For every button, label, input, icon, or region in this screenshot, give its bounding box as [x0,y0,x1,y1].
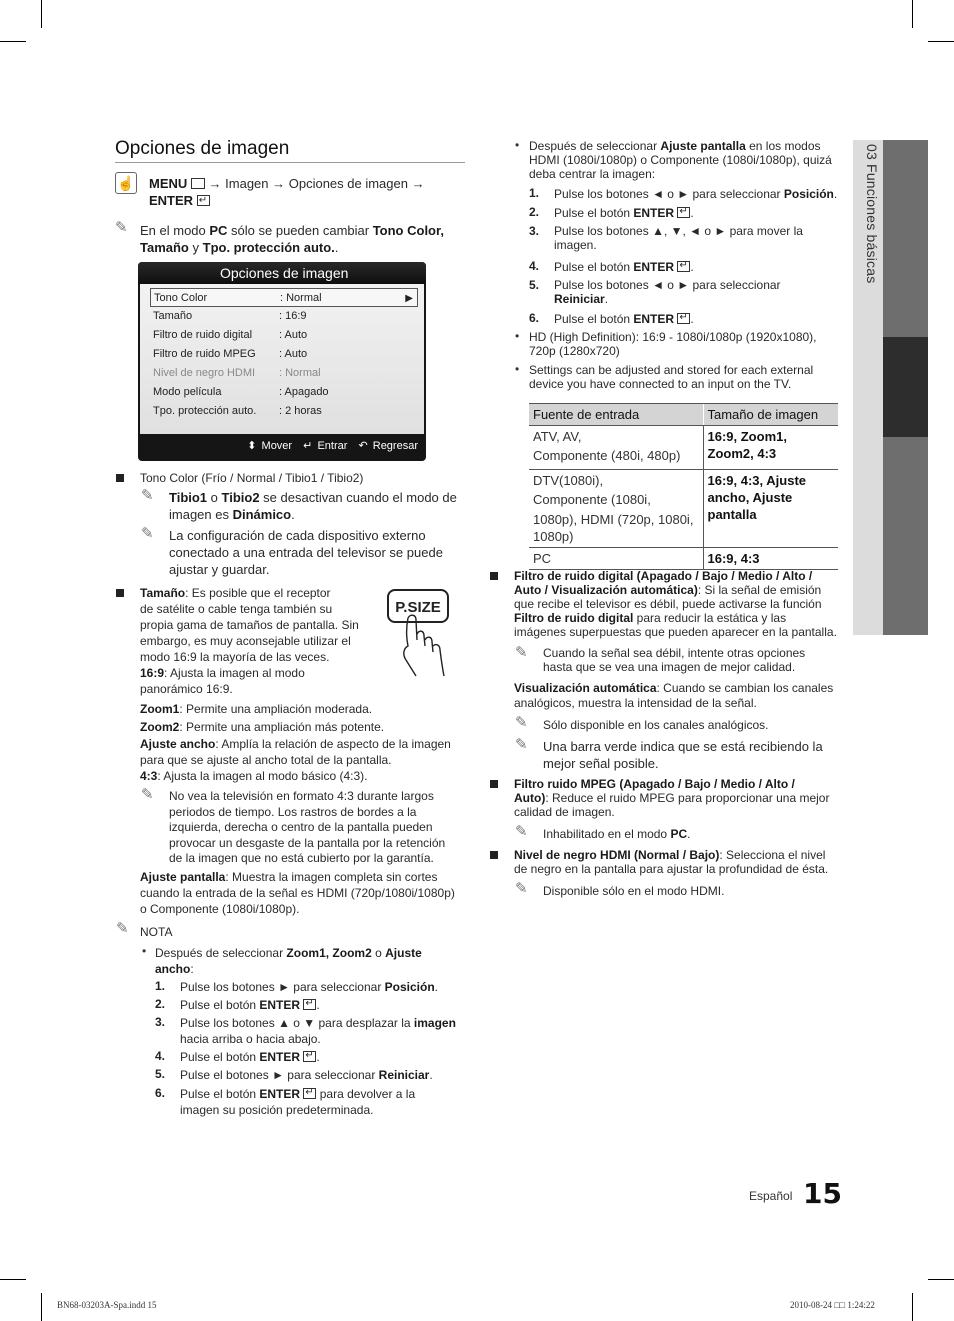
text: Pulse el botones ► para seleccionar [180,1068,379,1082]
table-cell [703,426,838,470]
mpeg-note [543,826,690,842]
nota-label: NOTA [140,925,173,939]
step-bold: ENTER [633,260,675,274]
pc-note [140,222,470,256]
note-icon: ✎ [141,786,154,803]
text: Pulse el botón [554,206,634,220]
note-icon: ✎ [116,920,129,937]
pc-label: PC [670,827,688,841]
step-bold: ENTER [259,1050,301,1064]
hd-bullet [529,330,844,358]
osd-back-label: Regresar [372,440,418,452]
text: Después de seleccionar [155,946,287,960]
page-title: Opciones de imagen [115,138,290,159]
text: 16:9, 4:3 [707,551,760,566]
osd-row-label: Tamaño [153,310,193,322]
crop-mark [912,1293,913,1321]
text: o Componente (1080i/1080p). [140,902,300,916]
text: deba centrar la imagen: [529,167,656,181]
pc-note-tono: Tono Color, [372,223,444,238]
text: 1080p), HDMI (720p, 1080i, [533,512,694,527]
text: Una barra verde indica que se está recibiendo la [543,739,823,754]
step-bold: Posición [783,187,834,201]
step-bold: ENTER [633,312,675,326]
osd-row-label: Tpo. protección auto. [153,405,257,417]
pc-note-tamano: Tamaño [140,240,189,255]
osd-row-tono-color[interactable] [150,288,418,307]
bullet-dot: • [515,329,520,343]
crop-mark [928,1279,954,1280]
osd-row-tamano[interactable] [150,307,418,326]
filtro-digital-note [543,646,843,674]
crop-mark [0,1279,26,1280]
text: Pulse el botón [554,260,634,274]
note-icon: ✎ [115,219,128,236]
text: : Es posible que el receptor [185,586,331,600]
crop-mark [41,1293,42,1321]
text: No vea la televisión en formato 4:3 durante largos [169,789,434,803]
text: HD (High Definition): 16:9 - 1080i/1080p (1920x1080), [529,330,817,344]
text: Componente (480i, 480p) [533,448,681,463]
settings-bullet [529,363,844,391]
ancho-label: ancho [155,962,191,976]
step-number: 3. [155,1015,166,1029]
dinamico-label: Dinámico [232,507,292,522]
text: : Ajusta la imagen al modo [164,666,305,680]
text: cuando la entrada de la señal es HDMI (720p/1080i/1080p) [140,886,455,900]
ajuste-label: Ajuste [385,946,422,960]
text: pantalla [707,507,757,522]
mpeg-heading: Filtro ruido MPEG (Apagado / Bajo / Medio / Alto / [514,777,795,791]
osd-row-value: : Normal [279,367,321,379]
print-date-slug: 2010-08-24 □□ 1:24:22 [790,1300,875,1310]
text: Zoom2, 4:3 [707,446,777,461]
text: ancho, Ajuste [707,490,793,505]
text: de la imagen que no está cubierto por la garantía. [169,851,434,865]
osd-row-value: : 16:9 [279,310,307,322]
text: Pulse los botones ◄ o ► para seleccionar [554,187,784,201]
text: : Muestra la imagen completa sin cortes [225,870,438,884]
pc-note-text: . [334,240,339,255]
text: panorámico 16:9. [140,682,233,696]
text: : Permite una ampliación moderada. [179,702,373,716]
text: : Permite una ampliación más potente. [179,720,385,734]
osd-body [140,284,424,434]
step-number: 4. [155,1049,166,1063]
note-icon: ✎ [515,880,528,897]
step-bold: imagen [413,1016,456,1030]
f43-note [169,789,469,867]
print-file-slug: BN68-03203A-Spa.indd 15 [57,1300,157,1310]
updown-icon: ⬍ [247,440,257,452]
step-bold: Reiniciar [378,1068,430,1082]
text: en los modos [745,139,821,153]
hdmi-heading: Nivel de negro HDMI (Normal / Bajo) [514,848,720,862]
osd-row-value: : Normal [280,292,322,304]
zoom-label: Zoom1, Zoom2 [286,946,372,960]
page-number: 15 [803,1177,842,1210]
tibio2-label: Tibio2 [221,490,260,505]
ajuste-ancho [140,736,470,784]
chapter-tab-block [883,437,928,635]
table-cell [703,548,838,570]
vis-note-2 [543,738,843,772]
enter-icon [303,1051,316,1062]
step-number: 5. [155,1067,166,1081]
chapter-tab-block-active [883,337,928,437]
step-number: 3. [529,224,540,238]
pc-note-text: En el modo [140,223,210,238]
filtro-digital-label: Filtro de ruido digital [514,611,634,625]
table-cell [529,426,703,470]
text: device you have connected to an input on the TV. [529,377,792,391]
source-size-table [529,403,838,570]
text: embargo, es muy aconsejable utilizar el [140,634,351,648]
hand-menu-icon: ☝ [115,172,137,194]
pc-note-text: y [188,240,203,255]
menu-label: MENU [149,176,188,191]
crop-mark [0,41,26,42]
step-text [180,1015,470,1047]
table-cell [703,470,838,548]
enter-icon [197,195,210,206]
osd-row-value: : Auto [279,348,308,360]
osd-row-label: Filtro de ruido MPEG [153,348,256,360]
text: o [207,490,222,505]
step-number: 6. [155,1086,166,1100]
osd-row-tpo-proteccion[interactable] [150,402,418,421]
note-icon: ✎ [141,525,154,542]
step-text [554,224,844,252]
return-icon: ↶ [358,440,368,452]
crop-mark [928,41,954,42]
text: . [690,260,694,274]
text: que recibe el televisor es débil, puede activarse la función [514,597,822,611]
text: mejor señal posible. [543,756,659,771]
ajuste-pantalla [140,869,470,917]
text: Pulse los botones ◄ o ► para seleccionar [554,278,781,292]
enter-icon [677,207,690,218]
table-header: Tamaño de imagen [703,404,838,426]
osd-enter-label: Entrar [317,440,348,452]
enter-label: ENTER [149,193,194,208]
step-number: 5. [529,278,540,292]
text: Pulse el botón [180,1050,260,1064]
text: imagen es [169,507,233,522]
step-text [180,1067,433,1083]
ajuste-pantalla-bullet [529,139,844,181]
text: : Ajusta la imagen al modo básico (4:3). [157,769,368,783]
text: Pulse el botón [180,1087,260,1101]
nota-bullet [155,945,465,977]
osd-row-label: Nivel de negro HDMI [153,367,256,379]
visualizacion-label: Visualización automática [514,681,657,695]
text: : Reduce el ruido MPEG para proporcionar una mejor [545,791,830,805]
step-number: 2. [529,205,540,219]
crop-mark [41,0,42,28]
text: o [371,946,386,960]
osd-row-filtro-mpeg[interactable] [150,345,418,364]
text: Componente (1080i, [533,492,651,507]
zoom1-label: Zoom1 [140,702,180,716]
psize-button-illustration [386,588,452,678]
text: : Selecciona el nivel [719,848,826,862]
menu-path-text: → Imagen → Opciones de imagen → [208,176,425,191]
tamano-label: Tamaño [140,586,186,600]
text: . [833,187,838,201]
text: para reducir la estática y las [633,611,787,625]
menu-path [149,175,459,209]
bullet-dot: • [515,138,520,152]
note-icon: ✎ [141,487,154,504]
step-text [180,1086,470,1118]
bullet-square [116,474,124,482]
text: analógicos, muestra la intensidad de la señal. [514,696,757,710]
vis-note-1: Sólo disponible en los canales analógicos. [543,718,769,732]
text: 720p (1280x720) [529,344,620,358]
osd-move-label: Mover [261,440,293,452]
zoom2-label: Zoom2 [140,720,180,734]
text: izquierda, derecha o centro de la pantalla pueden [169,820,433,834]
psize-label: P.SIZE [395,599,441,616]
osd-row-label: Tono Color [154,292,208,304]
pc-note-pc: PC [209,223,228,238]
step-text [554,311,694,327]
osd-menu [138,262,426,461]
step-text [180,997,320,1013]
text: Cuando la señal sea débil, intente otras opciones [543,646,806,660]
bullet-square [116,589,124,597]
text: : [190,962,194,976]
text: para devolver a la [316,1087,416,1101]
bullet-dot: • [142,944,147,958]
note-icon: ✎ [515,736,528,753]
text: para que se ajuste al ancho total de la pantalla. [140,753,392,767]
osd-title: Opciones de imagen [138,262,426,284]
text: Pulse los botones ► para seleccionar [180,980,385,994]
text: : Cuando se cambian los canales [656,681,834,695]
step-number: 6. [529,311,540,325]
step-text [554,186,837,202]
text: Pulse los botones ▲, ▼, ◄ o ► para mover la [554,224,803,238]
step-text [180,1049,320,1065]
text: se desactivan cuando el modo de [259,490,457,505]
text: Inhabilitado en el modo [543,827,671,841]
hdmi-paragraph [514,848,844,876]
text: imágenes superpuestas que pueden aparecer en la pantalla. [514,625,837,639]
pc-note-text: sólo se pueden cambiar [227,223,373,238]
table-header-row [529,404,838,426]
text: . [690,206,694,220]
table-row [529,426,838,470]
note-icon: ✎ [515,823,528,840]
osd-footer [239,439,418,452]
text: hasta que se vea una imagen de mejor calidad. [543,660,796,674]
text: . [434,980,439,994]
bullet-square [490,780,498,788]
text: . [316,998,320,1012]
title-divider [115,162,465,163]
tono-note-2 [169,527,469,578]
text: ATV, AV, [533,429,582,444]
bullet-square [490,851,498,859]
text: conectado a una entrada del televisor se puede [169,545,443,560]
tibio1-label: Tibio1 [169,490,208,505]
text: Pulse el botón [554,312,634,326]
table-cell [529,548,703,570]
table-row [529,470,838,548]
step-bold: ENTER [259,1087,301,1101]
text: Después de seleccionar [529,139,661,153]
text: . [291,507,295,522]
text: imagen su posición predeterminada. [180,1103,374,1117]
ajuste-ancho-label: Ajuste ancho [140,737,216,751]
text: : Si la señal de emisión [697,583,822,597]
step-bold: ENTER [633,206,675,220]
osd-row-value: : Apagado [279,386,329,398]
text: 16:9, 4:3, Ajuste [707,473,807,488]
osd-row-nivel-negro [150,364,418,383]
f43-label: 4:3 [140,769,158,783]
mpeg-paragraph [514,777,844,819]
osd-row-filtro-digital[interactable] [150,326,418,345]
step-number: 2. [155,997,166,1011]
text: de negro en la pantalla para ajustar la profundidad de ésta. [514,862,829,876]
text: de satélite o cable tenga también su [140,602,333,616]
enter-icon [303,1088,316,1099]
text: La configuración de cada dispositivo externo [169,528,426,543]
bullet-dot: • [515,362,520,376]
step-number: 1. [529,186,540,200]
text: modo 16:9 la mayoría de las veces. [140,650,330,664]
note-icon: ✎ [515,644,528,661]
step-bold: ENTER [259,998,301,1012]
ajuste-pantalla-label: Ajuste pantalla [660,139,746,153]
mpeg-heading: Auto) [514,791,546,805]
tono-heading: Tono Color (Frío / Normal / Tibio1 / Tibio2) [140,471,364,485]
hdmi-note: Disponible sólo en el modo HDMI. [543,884,725,898]
text: . [429,1068,433,1082]
enter-icon [677,313,690,324]
osd-row-label: Modo película [153,386,222,398]
bullet-square [490,572,498,580]
tono-note-1 [169,489,469,523]
text: imagen. [554,238,597,252]
crop-mark [912,0,913,28]
text: Pulse los botones ▲ o ▼ para desplazar la [180,1016,414,1030]
right-arrow-icon: ▶ [405,293,413,304]
step-text [554,205,694,221]
text: HDMI (1080i/1080p) o Componente (1080i/1080p), quizá [529,153,832,167]
text: . [690,312,694,326]
text: propia gama de tamaños de pantalla. Sin [140,618,359,632]
zoom-options [140,700,470,736]
text: Pulse el botón [180,998,260,1012]
table-header: Fuente de entrada [529,404,703,426]
osd-row-label: Filtro de ruido digital [153,329,253,341]
step-bold: Posición [384,980,435,994]
text: . [316,1050,320,1064]
chapter-tab-block [883,140,928,337]
text: 16:9, Zoom1, [707,429,787,444]
step-text [554,259,694,275]
note-icon: ✎ [515,714,528,731]
text: calidad de imagen. [514,805,615,819]
pc-note-tpo: Tpo. protección auto. [202,240,335,255]
step-number: 4. [529,259,540,273]
table-row [529,548,838,570]
ajuste-pantalla-label: Ajuste pantalla [140,870,226,884]
footer-language: Español [749,1189,793,1203]
text: ajustar y guardar. [169,562,270,577]
filtro-digital-heading: Auto / Visualización automática) [514,583,698,597]
filtro-digital-heading: Filtro de ruido digital (Apagado / Bajo / Medio / Alto / [514,569,813,583]
step-number: 1. [155,979,166,993]
osd-row-value: : 2 horas [279,405,322,417]
text: provocar un desgaste de la pantalla por la retención [169,835,446,850]
text: . [604,292,609,306]
osd-row-value: : Auto [279,329,308,341]
chapter-tab-label: 03 Funciones básicas [864,144,880,284]
menu-icon [191,178,205,189]
text: periodos de tiempo. Los rastros de bordes a la [169,804,417,819]
enter-icon [677,261,690,272]
visualizacion-paragraph [514,681,844,711]
osd-row-modo-pelicula[interactable] [150,383,418,402]
text: hacia arriba o hacia abajo. [180,1032,321,1046]
step-text [180,979,438,995]
text: . [687,827,691,841]
opt-169-label: 16:9 [140,666,165,680]
reiniciar-label: Reiniciar [554,292,605,306]
text: : Amplía la relación de aspecto de la imagen [215,737,451,751]
text: 1080p) [533,529,574,544]
text: DTV(1080i), [533,473,604,488]
text: PC [533,551,552,566]
table-cell [529,470,703,548]
filtro-digital-paragraph [514,569,844,639]
tamano-paragraph [140,585,380,697]
enter-icon: ↵ [303,440,313,452]
enter-icon [303,999,316,1010]
step-text [554,278,844,306]
text: Settings can be adjusted and stored for each external [529,363,814,377]
